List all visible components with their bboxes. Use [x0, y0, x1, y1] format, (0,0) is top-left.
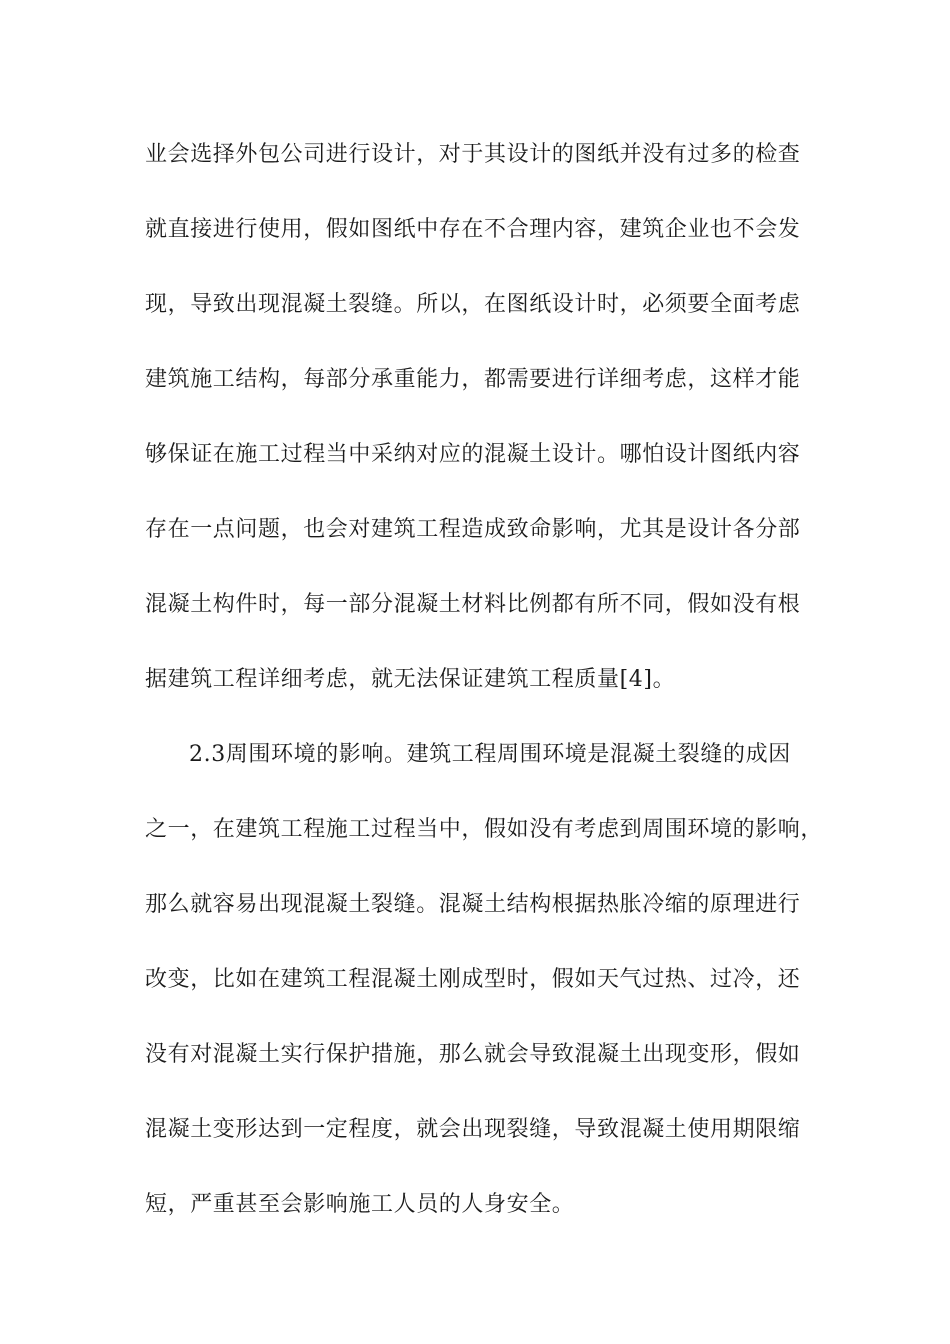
text-line-4: 建筑施工结构，每部分承重能力，都需要进行详细考虑，这样才能 — [145, 367, 801, 392]
text-line-10: 之一，在建筑工程施工过程当中，假如没有考虑到周围环境的影响， — [145, 817, 824, 842]
text-line-11: 那么就容易出现混凝土裂缝。混凝土结构根据热胀冷缩的原理进行 — [145, 892, 801, 917]
text-line-14: 混凝土变形达到一定程度，就会出现裂缝，导致混凝土使用期限缩 — [145, 1117, 801, 1142]
text-line-5: 够保证在施工过程当中采纳对应的混凝土设计。哪怕设计图纸内容 — [145, 442, 801, 467]
text-line-6: 存在一点问题，也会对建筑工程造成致命影响，尤其是设计各分部 — [145, 517, 801, 542]
text-line-12: 改变，比如在建筑工程混凝土刚成型时，假如天气过热、过冷，还 — [145, 967, 801, 992]
text-line-8: 据建筑工程详细考虑，就无法保证建筑工程质量[4]。 — [145, 667, 676, 692]
text-line-15: 短，严重甚至会影响施工人员的人身安全。 — [145, 1192, 575, 1217]
text-line-3: 现，导致出现混凝土裂缝。所以，在图纸设计时，必须要全面考虑 — [145, 292, 801, 317]
text-line-7: 混凝土构件时，每一部分混凝土材料比例都有所不同，假如没有根 — [145, 592, 801, 617]
body-text — [145, 117, 824, 1242]
text-line-1: 业会选择外包公司进行设计，对于其设计的图纸并没有过多的检查 — [145, 142, 801, 167]
text-line-13: 没有对混凝土实行保护措施，那么就会导致混凝土出现变形，假如 — [145, 1042, 801, 1067]
section-heading-line: 2.3周围环境的影响。建筑工程周围环境是混凝土裂缝的成因 — [189, 742, 791, 767]
text-line-2: 就直接进行使用，假如图纸中存在不合理内容，建筑企业也不会发 — [145, 217, 801, 242]
